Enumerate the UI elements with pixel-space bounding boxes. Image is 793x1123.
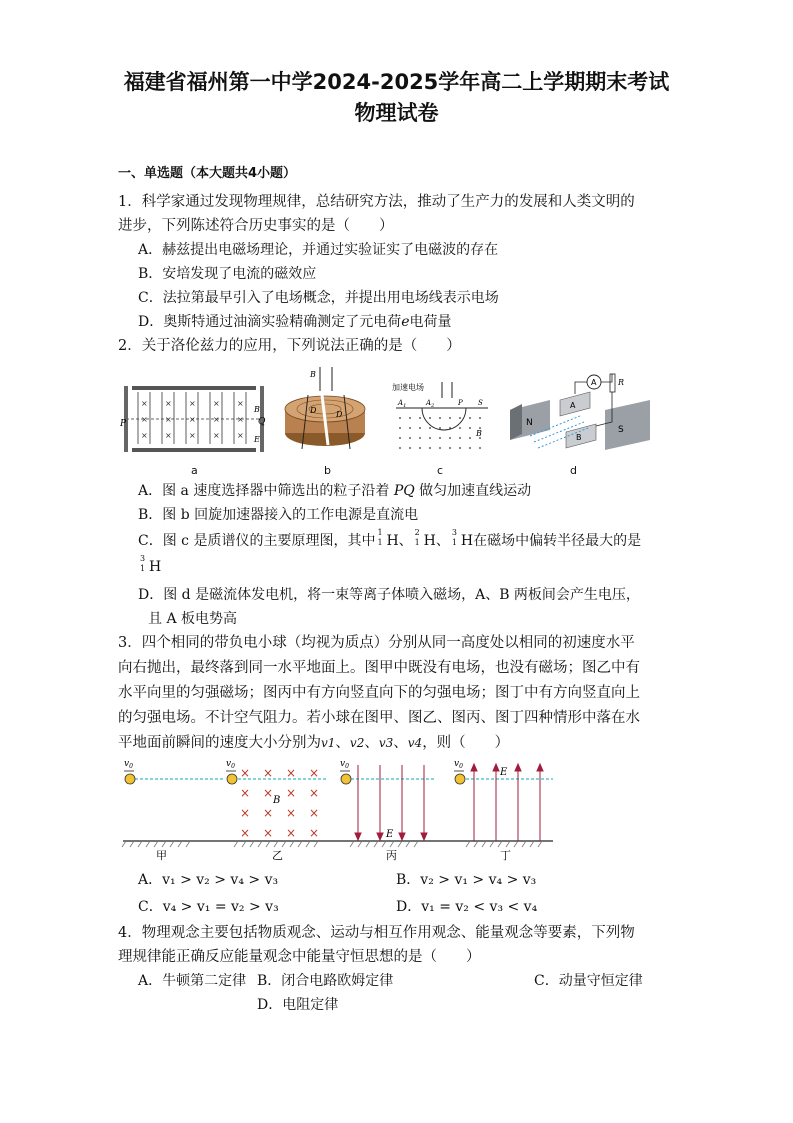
svg-text:×: ×	[286, 826, 297, 840]
q2-option-a-pq: PQ	[393, 483, 415, 499]
q3-label-e-up: E	[500, 767, 508, 778]
svg-text:×: ×	[286, 806, 297, 820]
q3-v0-jia: $v_0$	[124, 759, 133, 770]
q1-option-c: C．法拉第最早引入了电场概念，并提出用电场线表示电场	[138, 290, 499, 306]
sep-2: 、	[435, 533, 450, 549]
isotope-h3: 3 1	[451, 528, 457, 547]
q3-option-d: D．v₁ = v₂ < v₃ < v₄	[396, 899, 538, 915]
isotope-h2: 2 1	[414, 528, 420, 547]
q4-option-d: D．电阻定律	[257, 997, 339, 1013]
svg-text:×: ×	[240, 806, 251, 820]
svg-text:×: ×	[237, 431, 244, 440]
q3-option-a: A．v₁ > v₂ > v₄ > v₃	[138, 872, 279, 888]
fig-c-accel-label: 加速电场	[392, 383, 424, 392]
fig-d-label-n: N	[526, 418, 533, 428]
q2-option-b: B．图 b 回旋加速器接入的工作电源是直流电	[138, 507, 419, 523]
isotope-h3-answer: 3 1	[140, 554, 146, 573]
q3-stem-line5-tail: ，则（ ）	[422, 735, 510, 751]
q2-option-d-line1: D．图 d 是磁流体发电机，将一束等离子体喷入磁场，A、B 两板间会产生电压，	[138, 587, 640, 603]
q1-option-d	[138, 315, 452, 329]
fig-d-label-s: S	[618, 425, 624, 435]
fig-b-label-d2: D	[336, 410, 343, 419]
fig-c-label-b: B	[476, 429, 482, 438]
fig-b-label-b: B	[310, 370, 316, 379]
fig-c-label-a1: $A_1$	[398, 399, 407, 409]
svg-text:×: ×	[189, 399, 196, 408]
svg-text:×: ×	[237, 415, 244, 424]
q3-var-v4: v4	[407, 736, 423, 750]
isotope-h3-symbol: H	[460, 533, 474, 549]
fig-c-caption: c	[437, 464, 444, 477]
figure-a-q-label	[258, 410, 274, 430]
fig-a-label-b: B	[254, 405, 260, 414]
svg-text:×: ×	[309, 806, 320, 820]
fig-d-label-b: B	[576, 433, 582, 442]
svg-text:×: ×	[240, 786, 251, 800]
figure-a-velocity-selector	[120, 382, 270, 462]
isotope-h3-answer-symbol: H	[149, 559, 162, 575]
fig-b-label-d1: D	[310, 406, 317, 415]
svg-text:×: ×	[165, 415, 172, 424]
fig-a-label-p: P	[120, 419, 127, 429]
q3-v0-bing: $v_0$	[340, 759, 349, 770]
q1-stem-line1: 1．科学家通过发现物理规律，总结研究方法，推动了生产力的发展和人类文明的	[118, 194, 635, 210]
exam-title: 福建省福州第一中学2024-2025学年高二上学期期末考试	[123, 70, 670, 94]
fig-a-label-q: Q	[258, 417, 266, 427]
fig-c-label-p: P	[458, 399, 463, 407]
q3-var-v2: v2	[349, 736, 365, 750]
q3-var-v1: v1	[321, 736, 336, 750]
q2-option-a	[138, 484, 531, 498]
q4-option-a: A．牛顿第二定律	[138, 973, 247, 989]
isotope-h1: 1 1	[377, 528, 383, 547]
isotope-h1-symbol: H	[386, 533, 399, 549]
q3-label-b: B	[273, 795, 281, 806]
q3-stem-line2: 向右抛出，最终落到同一水平地面上。图甲中既没有电场，也没有磁场；图乙中有	[118, 660, 640, 676]
figure-c-mass-spectrometer	[392, 378, 492, 463]
svg-text:×: ×	[286, 766, 297, 780]
q3-var-v3: v3	[378, 736, 394, 750]
figure-d-mhd-generator	[500, 370, 660, 462]
svg-text:×: ×	[213, 415, 220, 424]
svg-text:×: ×	[240, 766, 251, 780]
svg-text:×: ×	[263, 766, 274, 780]
q2-option-c	[138, 528, 642, 549]
svg-text:×: ×	[213, 431, 220, 440]
q3-stem-line4: 的匀强电场。不计空气阻力。若小球在图甲、图乙、图丙、图丁四种情形中落在水	[118, 710, 640, 726]
q4-option-c: C．动量守恒定律	[534, 973, 643, 989]
svg-text:×: ×	[237, 399, 244, 408]
fig-d-label-r: R	[618, 378, 625, 387]
q3-case-bing: 丙	[386, 849, 397, 862]
svg-text:×: ×	[309, 766, 320, 780]
fig-d-label-a: A	[570, 401, 576, 410]
fig-a-caption: a	[191, 464, 198, 477]
q2-option-c-answer	[138, 554, 162, 575]
q2-option-a-tail: 做匀加速直线运动	[419, 483, 532, 499]
q2-stem: 2．关于洛伦兹力的应用，下列说法正确的是（ ）	[118, 338, 461, 354]
exam-subtitle: 物理试卷	[354, 101, 439, 125]
q3-stem-line5: 平地面前瞬间的速度大小分别为v1、v2、v3、v4，则（ ）	[118, 735, 510, 751]
q1-option-a: A．赫兹提出电磁场理论，并通过实验证实了电磁波的存在	[138, 242, 499, 258]
svg-text:×: ×	[286, 786, 297, 800]
svg-text:×: ×	[189, 431, 196, 440]
fig-c-label-a2: $A_2$	[426, 399, 435, 409]
q3-option-c: C．v₄ > v₁ = v₂ > v₃	[138, 899, 279, 915]
q3-stem-line1: 3．四个相同的带负电小球（均视为质点）分别从同一高度处以相同的初速度水平	[118, 635, 635, 651]
q3-label-e-down: E	[386, 829, 394, 840]
q2-option-d-line2: 且 A 板电势高	[148, 611, 238, 627]
q3-case-ding: 丁	[500, 849, 511, 862]
svg-text:×: ×	[263, 806, 274, 820]
section-heading: 一、单选题（本大题共4小题）	[118, 166, 297, 181]
q2-option-a-text: A．图 a 速度选择器中筛选出的粒子沿着	[138, 483, 390, 499]
q2-option-c-tail: 在磁场中偏转半径最大的是	[473, 533, 642, 549]
q3-case-jia: 甲	[156, 849, 167, 862]
fig-d-caption: d	[570, 464, 577, 477]
fig-b-caption: b	[324, 464, 331, 477]
svg-text:×: ×	[165, 399, 172, 408]
fig-d-ammeter: A	[591, 378, 597, 387]
svg-text:×: ×	[240, 826, 251, 840]
svg-text:×: ×	[141, 415, 148, 424]
q3-case-yi: 乙	[272, 849, 283, 862]
q3-stem-line3: 水平向里的匀强磁场；图丙中有方向竖直向下的匀强电场；图丁中有方向竖直向上	[118, 685, 640, 701]
q1-stem-line2: 进步，下列陈述符合历史事实的是（ ）	[118, 218, 394, 234]
svg-text:×: ×	[141, 431, 148, 440]
fig-a-label-e: E	[254, 435, 260, 444]
q4-stem-line2: 理规律能正确反应能量观念中能量守恒思想的是（ ）	[118, 949, 481, 965]
q1-option-d-tail: 电荷量	[409, 314, 452, 330]
q1-option-d-symbol: e	[401, 314, 410, 330]
svg-text:×: ×	[213, 399, 220, 408]
svg-text:×: ×	[309, 786, 320, 800]
q3-v0-yi: $v_0$	[226, 759, 235, 770]
q3-stem-line5-text: 平地面前瞬间的速度大小分别为	[118, 735, 321, 751]
q4-option-b: B．闭合电路欧姆定律	[257, 973, 394, 989]
q4-stem-line1: 4．物理观念主要包括物质观念、运动与相互作用观念、能量观念等要素，下列物	[118, 925, 635, 941]
q3-option-b: B．v₂ > v₁ > v₄ > v₃	[396, 872, 537, 888]
svg-text:×: ×	[263, 786, 274, 800]
isotope-h2-symbol: H	[423, 533, 436, 549]
svg-text:×: ×	[309, 826, 320, 840]
q1-option-b: B．安培发现了电流的磁效应	[138, 266, 317, 282]
q1-option-d-text: D．奥斯特通过油滴实验精确测定了元电荷	[138, 314, 402, 330]
svg-text:×: ×	[189, 415, 196, 424]
figure-q3-four-cases	[118, 755, 558, 863]
figure-b-cyclotron	[280, 365, 375, 465]
q2-option-c-text: C．图 c 是质谱仪的主要原理图，其中	[138, 533, 376, 549]
svg-text:×: ×	[263, 826, 274, 840]
svg-text:×: ×	[141, 399, 148, 408]
q3-v0-ding: $v_0$	[454, 759, 463, 770]
svg-text:×: ×	[165, 431, 172, 440]
fig-c-label-s: S	[478, 399, 483, 407]
sep-1: 、	[398, 533, 413, 549]
